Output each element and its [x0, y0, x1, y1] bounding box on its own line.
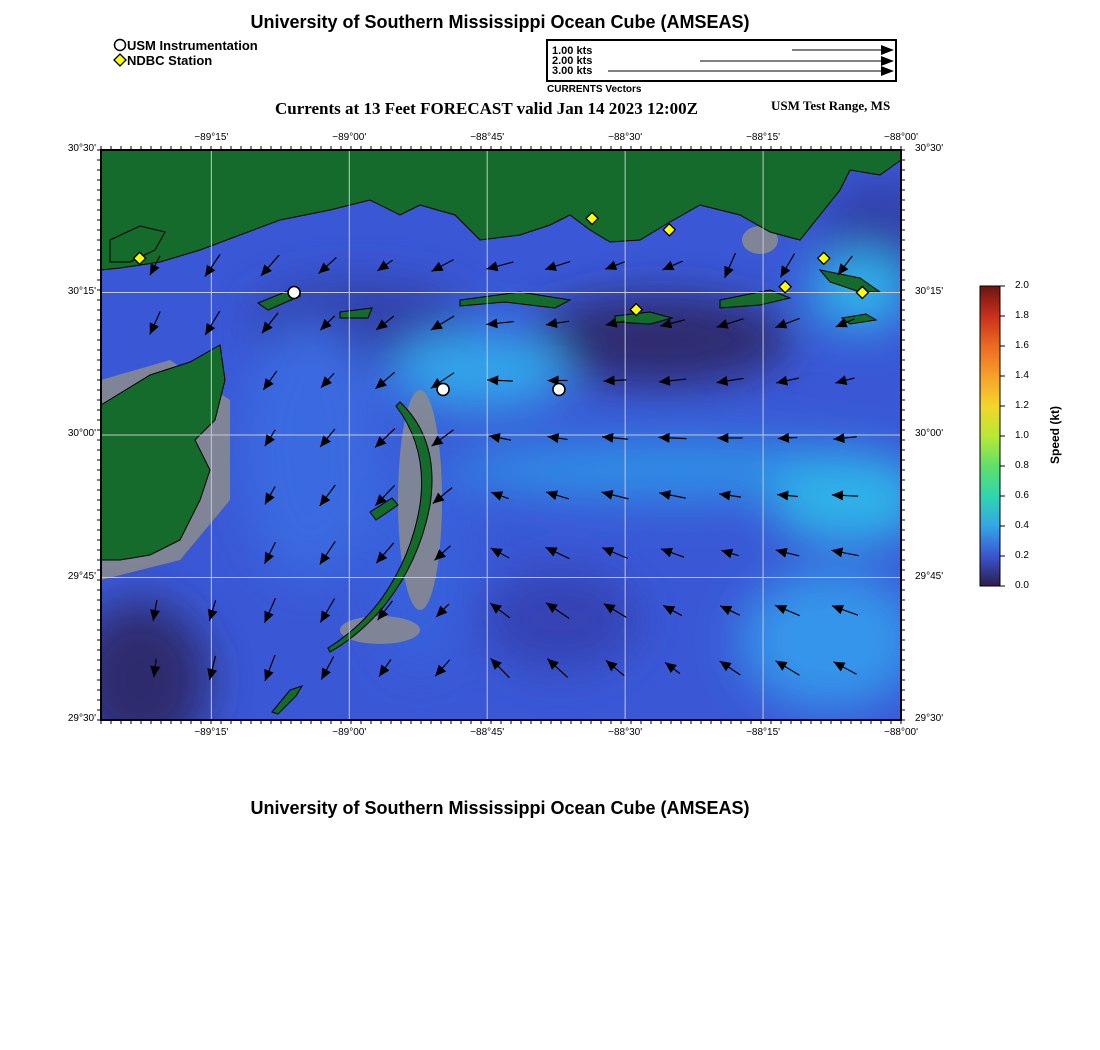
lon-tick-label: −88°00': [884, 132, 918, 143]
colorbar-tick-label: 2.0: [1015, 280, 1029, 291]
lat-tick-label: 30°15': [67, 285, 96, 297]
colorbar-tick-label: 0.2: [1015, 550, 1029, 561]
colorbar-tick-label: 1.8: [1015, 310, 1029, 321]
page-title: University of Southern Mississippi Ocean Cube (AMSEAS): [250, 12, 750, 32]
range-label: USM Test Range, MS: [771, 98, 891, 113]
vector-key-label: 1.00 kts: [552, 45, 593, 57]
colorbar-tick-label: 1.2: [1015, 400, 1029, 411]
lon-tick-label: −88°45': [470, 727, 505, 738]
lon-tick-label: −89°15': [194, 132, 229, 143]
lon-tick-label: −88°00': [884, 727, 918, 738]
lon-tick-label: −88°15': [746, 132, 781, 143]
map-field: [70, 150, 940, 760]
footer-title: University of Southern Mississippi Ocean Cube (AMSEAS): [250, 798, 750, 818]
vector-key-label: 2.00 kts: [552, 55, 593, 67]
usm-station-marker: [437, 383, 449, 395]
colorbar-tick-label: 1.0: [1015, 430, 1029, 441]
lat-tick-label: 29°30': [915, 713, 944, 724]
vector-key-caption: CURRENTS Vectors: [547, 84, 642, 95]
colorbar: [980, 286, 1000, 586]
colorbar-tick-label: 0.8: [1015, 460, 1029, 471]
lat-tick-label: 29°45': [67, 570, 96, 582]
lon-tick-label: −88°45': [470, 132, 505, 143]
lon-tick-label: −88°30': [608, 727, 643, 738]
colorbar-tick-label: 0.6: [1015, 490, 1029, 501]
forecast-subtitle: Currents at 13 Feet FORECAST valid Jan 14 2023 12:00Z: [275, 99, 698, 118]
lat-tick-label: 30°15': [915, 285, 944, 297]
usm-station-marker: [553, 383, 565, 395]
lat-tick-label: 30°00': [67, 428, 96, 439]
lat-tick-label: 30°30': [67, 143, 96, 154]
lat-tick-label: 29°45': [915, 570, 944, 582]
colorbar-tick-label: 0.0: [1015, 580, 1029, 591]
colorbar-ticks: [1000, 286, 1005, 586]
colorbar-tick-label: 1.6: [1015, 340, 1029, 351]
colorbar-label: Speed (kt): [1048, 406, 1062, 465]
usm-legend-label: USM Instrumentation: [127, 38, 258, 53]
lon-tick-label: −89°00': [332, 727, 367, 738]
colorbar-tick-label: 1.4: [1015, 370, 1029, 381]
vector-key-label: 3.00 kts: [552, 65, 593, 77]
lon-tick-label: −89°00': [332, 132, 367, 143]
lon-tick-label: −88°30': [608, 132, 643, 143]
usm-station-marker: [288, 287, 300, 299]
lat-tick-label: 30°30': [915, 143, 944, 154]
lon-tick-label: −88°15': [746, 727, 781, 738]
lat-tick-label: 29°30': [67, 713, 96, 724]
lon-tick-label: −89°15': [194, 727, 229, 738]
ndbc-legend-label: NDBC Station: [127, 53, 213, 68]
colorbar-tick-label: 0.4: [1015, 520, 1029, 531]
lat-tick-label: 30°00': [915, 428, 944, 439]
